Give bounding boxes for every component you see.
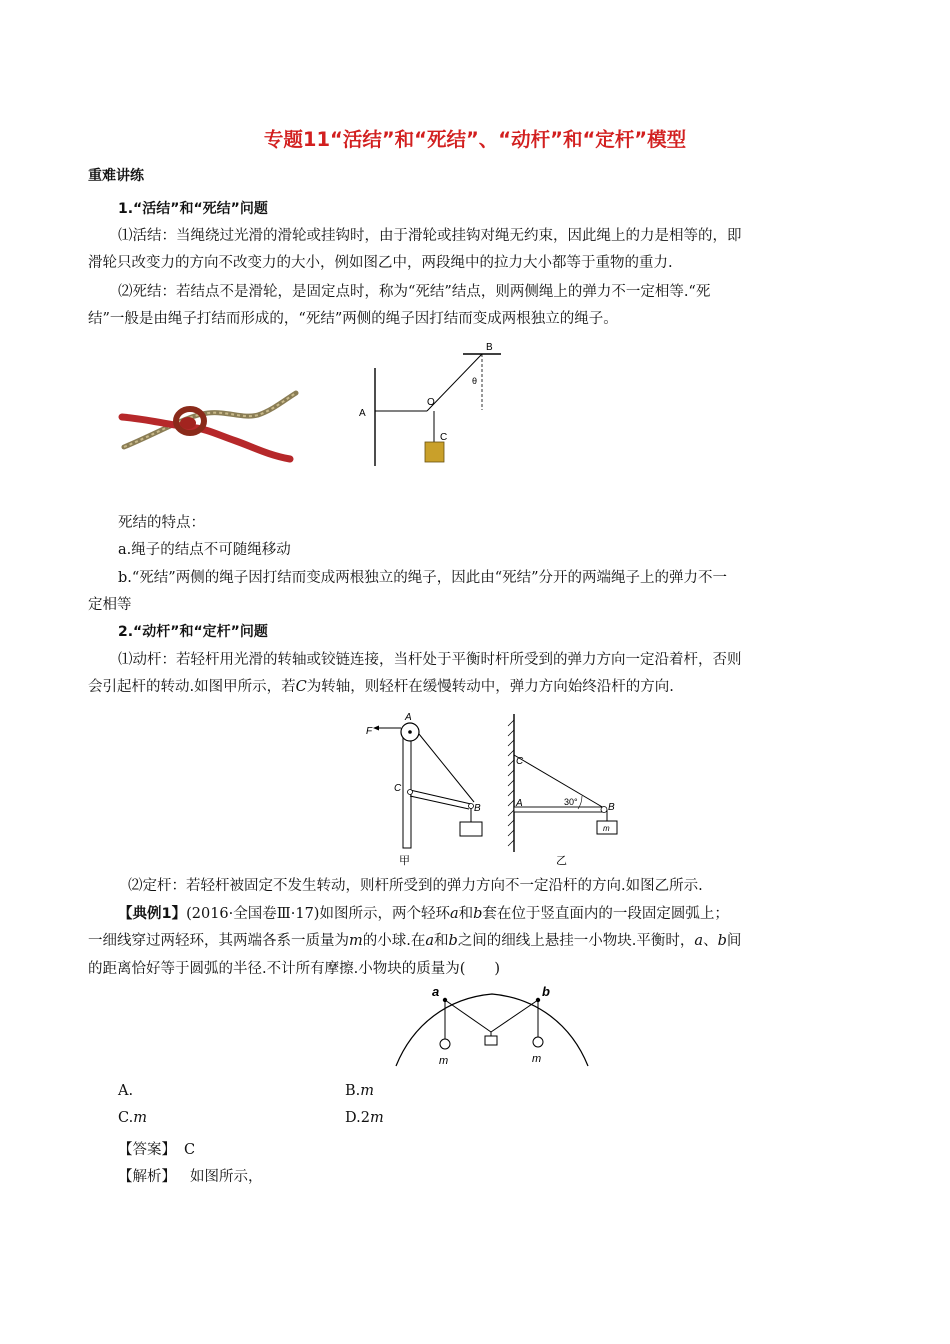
example-line2-post: 之间的细线上悬挂一小物块.平衡时， [457,933,695,949]
caption-jia: 甲 [399,855,410,867]
option-c-label: C. [118,1110,134,1126]
label-angle: 30° [564,797,578,807]
part1-p1-line1: ⑴活结：当绳绕过光滑的滑轮或挂钩时，由于滑轮或挂钩对绳无约束，因此绳上的力是相等的，即 [118,228,742,244]
pulley-axle [408,730,412,734]
option-b-var: m [360,1083,375,1099]
var-b: b [473,906,483,922]
rod-cb-top [410,790,471,804]
var-a-3: a [694,933,704,949]
part2-p1-line2-pre: 会引起杆的转动.如图甲所示，若 [88,679,296,695]
page-title: 专题11“活结”和“死结”、“动杆”和“定杆”模型 [263,128,687,151]
option-d-label: D.2 [345,1110,370,1126]
knot-center [180,417,196,429]
answer-tag: 【答案】 [118,1142,176,1158]
option-b-label: B. [345,1083,361,1099]
label-b: b [542,984,550,999]
example-line1 [118,902,729,923]
rod-ab [514,807,602,812]
label-c: C [394,783,402,794]
option-b [345,1083,374,1099]
part2-p1-line2 [88,675,674,696]
example-line3: 的距离恰好等于圆弧的半径.不计所有摩擦.小物块的质量为( ) [88,961,501,977]
answer-line [118,1138,195,1159]
string-a-mid [445,1000,491,1032]
feature-b-line1: b.“死结”两侧的绳子因打结而变成两根独立的绳子，因此由“死结”分开的两端绳子上的弹力不一 [118,570,728,586]
part1-p2-line2: 结”一般是由绳子打结而形成的，“死结”两侧的绳子因打结而变成两根独立的绳子。 [88,311,618,327]
label-a: A [405,712,412,723]
label-a: A [359,408,366,419]
example-and: 和 [458,906,474,922]
label-m: m [603,824,610,833]
example-line2-and: 和 [434,933,449,949]
ball-left [440,1039,450,1049]
part2-p1-line2-post: 为转轴，则轻杆在缓慢转动中，弹力方向始终沿杆的方向. [306,679,674,695]
example-tag: 【典例1】 [118,906,187,922]
ball-right [533,1037,543,1047]
rope-cb [514,755,604,808]
wall-hatching [508,720,514,846]
rope-ab [419,734,474,802]
small-block [485,1036,497,1045]
figure-jia [363,710,493,870]
example-line1-rest: (2016·全国卷Ⅲ·17)如图所示，两个轻环 [186,906,450,922]
analysis-text: 如图所示， [190,1169,263,1185]
option-d [345,1110,384,1126]
example-line2-mid: 的小球.在 [362,933,426,949]
label-a: A [516,798,523,809]
label-m-right: m [532,1053,542,1065]
label-b: B [608,802,615,813]
option-d-var: m [369,1110,384,1126]
analysis-tag: 【解析】 [118,1169,176,1185]
example-line2 [88,929,741,950]
rod-cb-bottom [410,796,469,809]
part2-heading: 2.“动杆”和“定杆”问题 [118,624,268,640]
weight-block [425,442,444,462]
var-a-2: a [425,933,435,949]
figure-yi [500,710,630,870]
label-o: O [427,397,435,408]
section-heading: 重难讲练 [88,168,144,184]
var-b-3: b [717,933,727,949]
var-a: a [449,906,459,922]
knot-photo [118,385,300,465]
option-a: A. [118,1083,134,1099]
part1-p1-line2: 滑轮只改变力的方向不改变力的大小，例如图乙中，两段绳中的拉力大小都等于重物的重力. [88,255,673,271]
features-title: 死结的特点： [118,515,205,531]
pulley-b [601,807,607,813]
joint-b [469,804,474,809]
var-b-2: b [448,933,458,949]
label-f: F [366,726,373,737]
label-a: a [432,984,440,999]
var-c: C [295,679,307,695]
analysis-line [118,1165,263,1186]
label-theta: θ [472,376,478,386]
arc [396,994,588,1066]
label-b: B [474,803,481,814]
part2-p1-line1: ⑴动杆：若轻杆用光滑的转轴或铰链连接，当杆处于平衡时杆所受到的弹力方向一定沿着杆，否则 [118,652,742,668]
part1-heading: 1.“活结”和“死结”问题 [118,201,268,217]
example-line2-end: 间 [726,933,742,949]
option-c-var: m [133,1110,147,1126]
label-c: C [516,756,524,767]
feature-b-line2: 定相等 [88,597,132,613]
label-m-left: m [439,1055,449,1067]
part2-p2: ⑵定杆：若轻杆被固定不发生转动，则杆所受到的弹力方向不一定沿杆的方向.如图乙所示. [128,878,703,894]
caption-yi: 乙 [556,855,567,867]
knot-diagram [355,338,520,470]
answer-value: C [184,1142,196,1158]
arc-figure [388,984,598,1068]
string-b-mid [491,1000,538,1032]
weight-jia [460,822,482,836]
arrow-f [373,726,379,731]
label-b: B [486,342,493,353]
hinge-c [408,790,413,795]
example-line2-sep: 、 [703,933,718,949]
var-m: m [349,933,363,949]
example-line1-end: 套在位于竖直面内的一段固定圆弧上； [482,906,729,922]
feature-a: a.绳子的结点不可随绳移动 [118,542,291,558]
label-c: C [440,432,448,443]
option-c [118,1110,147,1126]
part1-p2-line1: ⑵死结：若结点不是滑轮，是固定点时，称为“死结”结点，则两侧绳上的弹力不一定相等.“死 [118,284,711,300]
example-line2-pre: 一细线穿过两轻环，其两端各系一质量为 [88,933,349,949]
